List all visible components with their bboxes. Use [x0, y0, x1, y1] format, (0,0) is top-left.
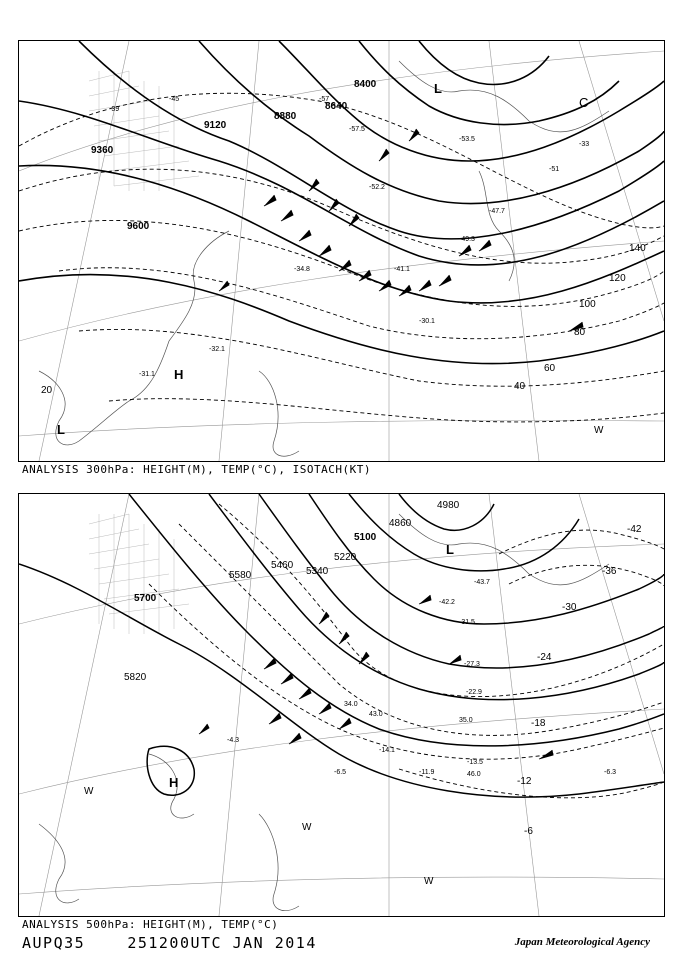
station-value: 35.0	[459, 717, 473, 724]
station-value: -6.3	[604, 769, 617, 776]
height-label: 5340	[306, 566, 329, 577]
temp-label: -39	[109, 106, 120, 113]
upper-air-chart-500hpa	[18, 493, 665, 917]
temp-label: -49.3	[459, 236, 475, 243]
isotach-label: 80	[574, 327, 586, 338]
low-center: L	[57, 422, 65, 437]
isotherm-label: -24	[537, 652, 552, 663]
height-label: 5100	[354, 532, 377, 543]
station-value: -22.9	[466, 689, 482, 696]
height-label: 8640	[325, 101, 348, 112]
isotach-label: 120	[609, 273, 626, 284]
temp-label: -53.5	[459, 136, 475, 143]
temp-label: -30.1	[419, 318, 435, 325]
station-value: -42.2	[439, 599, 455, 606]
wind-barbs-500	[199, 595, 553, 759]
high-center: H	[169, 775, 179, 790]
temp-label: -57	[319, 96, 330, 103]
low-center: L	[434, 81, 442, 96]
temp-label: -31.1	[139, 371, 155, 378]
temp-label: -34.8	[294, 266, 310, 273]
temp-label: -52.2	[369, 184, 385, 191]
station-value: -13.5	[467, 759, 483, 766]
temp-label: -45	[169, 96, 180, 103]
station-value: -4.3	[227, 737, 240, 744]
chart-identifier	[22, 934, 317, 952]
wind-barbs-300	[219, 129, 583, 331]
station-value: -14.1	[379, 747, 395, 754]
isotherm-labels-500	[517, 524, 642, 837]
upper-air-chart-300hpa	[18, 40, 665, 462]
warm-marker: W	[302, 822, 312, 833]
isotherm-label: -30	[562, 602, 577, 613]
agency-name: Japan Meteorological Agency	[514, 936, 650, 948]
height-label: 9120	[204, 120, 227, 131]
chart-500hpa-map	[19, 494, 664, 916]
height-label: 9600	[127, 221, 150, 232]
height-contours-300	[19, 41, 664, 364]
station-value: 46.0	[467, 771, 481, 778]
isotach-label: 40	[514, 381, 526, 392]
height-label: 4980	[437, 500, 460, 511]
isotach-label: 20	[41, 385, 53, 396]
station-values-500	[227, 579, 616, 778]
caption-500hpa: ANALYSIS 500hPa: HEIGHT(M), TEMP(°C)	[22, 918, 279, 931]
chart-300hpa-map	[19, 41, 664, 461]
temp-label: -33	[579, 141, 590, 148]
temp-label: -47.7	[489, 208, 505, 215]
isotach-label: 60	[544, 363, 556, 374]
station-value: 43.0	[369, 711, 383, 718]
height-label: 8880	[274, 111, 297, 122]
temp-label: -51	[549, 166, 560, 173]
chart-code: AUPQ35	[22, 934, 86, 952]
terrain-hatch-500	[89, 514, 189, 634]
height-label: 5220	[334, 552, 357, 563]
low-center: L	[446, 542, 454, 557]
station-value: -11.9	[419, 769, 435, 776]
station-value: -43.7	[474, 579, 490, 586]
isotach-lines-300	[19, 93, 664, 422]
temp-labels-300	[109, 96, 589, 378]
station-value: -6.5	[334, 769, 347, 776]
isotach-label: 100	[579, 299, 596, 310]
warm-marker: W	[84, 786, 94, 797]
high-center: H	[174, 367, 184, 382]
isotherm-label: -36	[602, 566, 617, 577]
temp-label: -41.1	[394, 266, 410, 273]
height-label: 5820	[124, 672, 147, 683]
valid-time: 251200UTC JAN 2014	[127, 934, 317, 952]
warm-marker: W	[424, 876, 434, 887]
height-label: 5460	[271, 560, 294, 571]
height-label: 9360	[91, 145, 114, 156]
warm-marker: W	[594, 425, 604, 436]
terrain-hatch-300	[89, 71, 199, 191]
height-labels-500	[124, 500, 460, 683]
cold-marker: C	[579, 95, 589, 110]
isotherm-label: -12	[517, 776, 532, 787]
isotherm-label: -6	[524, 826, 533, 837]
station-value: -27.3	[464, 661, 480, 668]
height-label: 5700	[134, 593, 157, 604]
isotherm-label: -18	[531, 718, 546, 729]
height-label: 8400	[354, 79, 377, 90]
station-value: -31.5	[459, 619, 475, 626]
height-label: 5580	[229, 570, 252, 581]
caption-300hpa: ANALYSIS 300hPa: HEIGHT(M), TEMP(°C), ISOTACH(KT)	[22, 463, 372, 476]
station-value: 34.0	[344, 701, 358, 708]
temp-label: -57.5	[349, 126, 365, 133]
isotach-labels-300	[41, 243, 646, 396]
isotach-label: 140	[629, 243, 646, 254]
temp-label: -32.1	[209, 346, 225, 353]
isotherm-label: -42	[627, 524, 642, 535]
height-label: 4860	[389, 518, 412, 529]
isotherm-lines-500	[149, 504, 664, 798]
